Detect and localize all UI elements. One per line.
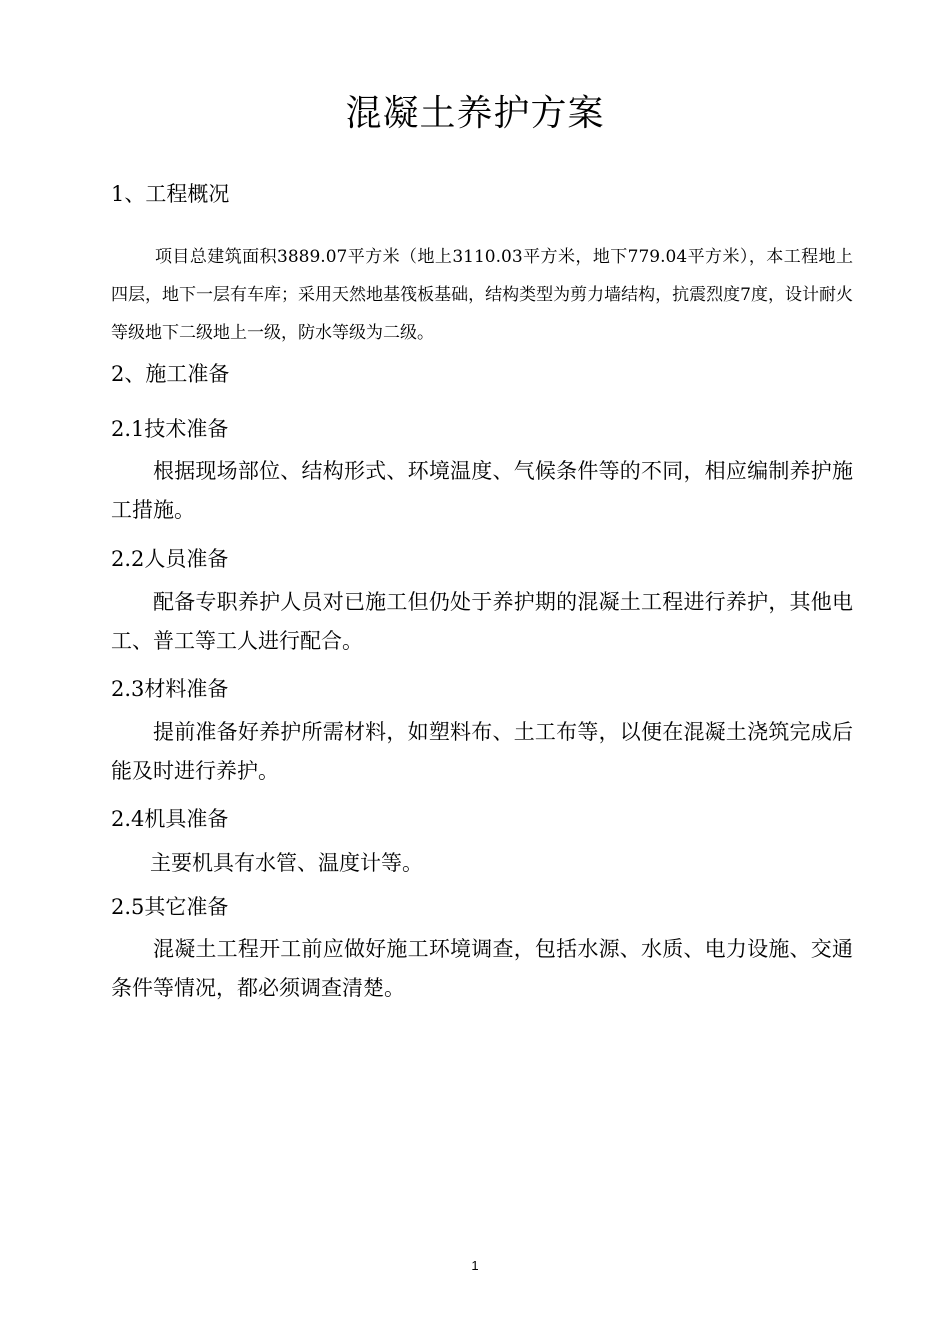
section-heading-preparation: 2、施工准备 [111, 362, 230, 386]
section-heading-equipment: 2.4机具准备 [111, 807, 229, 831]
section-paragraph-other: 混凝土工程开工前应做好施工环境调查，包括水源、水质、电力设施、交通条件等情况，都必须调查清楚。 [111, 937, 853, 1000]
section-heading-materials: 2.3材料准备 [111, 677, 229, 701]
section-paragraph-materials: 提前准备好养护所需材料，如塑料布、土工布等，以便在混凝土浇筑完成后能及时进行养护。 [111, 720, 853, 783]
section-paragraph-technical: 根据现场部位、结构形式、环境温度、气候条件等的不同，相应编制养护施工措施。 [111, 459, 853, 522]
section-paragraph-overview: 项目总建筑面积3889.07平方米（地上3110.03平方米，地下779.04平方米），本工程地上四层，地下一层有车库；采用天然地基筏板基础，结构类型为剪力墙结构，抗震烈度7度，设计耐火等级地下二级地上一级，防水等级为二级。 [111, 247, 853, 343]
document-title: 混凝土养护方案 [345, 93, 605, 134]
section-heading-personnel: 2.2人员准备 [111, 547, 229, 571]
page-number: 1 [471, 1258, 479, 1273]
section-heading-other: 2.5其它准备 [111, 895, 229, 919]
section-heading-overview: 1、工程概况 [111, 182, 230, 206]
section-paragraph-equipment: 主要机具有水管、温度计等。 [150, 851, 423, 875]
section-paragraph-personnel: 配备专职养护人员对已施工但仍处于养护期的混凝土工程进行养护，其他电工、普工等工人进行配合。 [111, 590, 853, 653]
section-heading-technical: 2.1技术准备 [111, 417, 229, 441]
